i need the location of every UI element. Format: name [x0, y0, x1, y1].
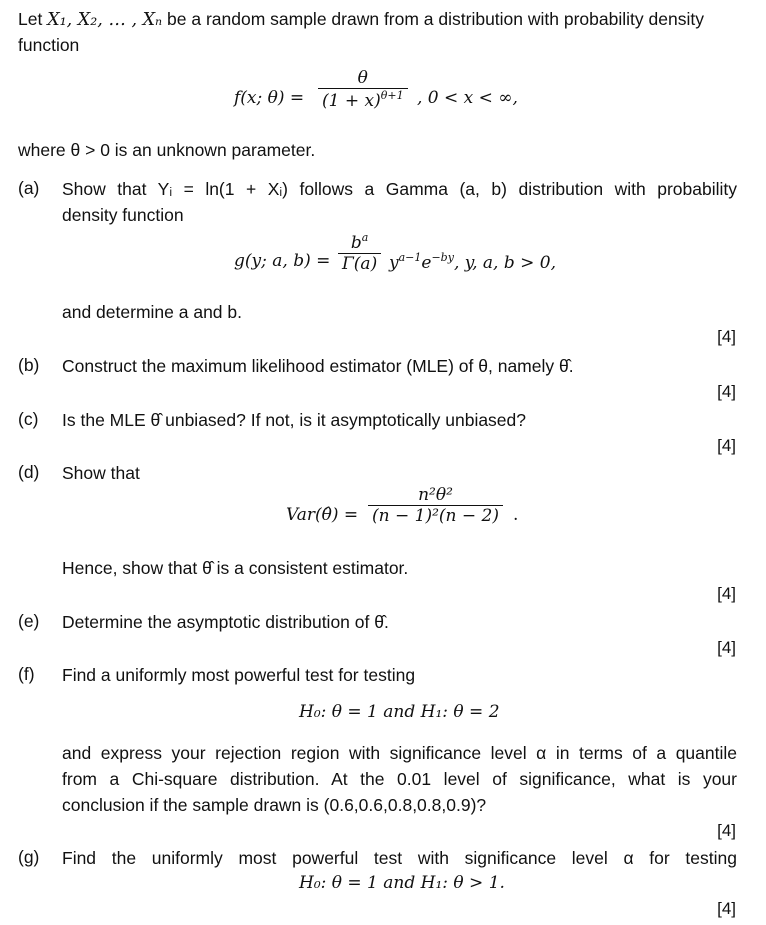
variance-numerator: n²θ² — [418, 485, 453, 505]
part-g-hypotheses: H₀: θ = 1 and H₁: θ > 1. — [299, 873, 505, 893]
part-d-label: (d) — [18, 462, 40, 482]
part-f-marks: [4] — [717, 821, 736, 840]
gamma-lhs: g(y; a, b) = — [234, 251, 331, 271]
part-g-line-1: Find the uniformly most powerful test with significance level α for testing — [62, 848, 737, 868]
part-f-line-2: from a Chi-square distribution. At the 0.01 level of significance, what is your — [62, 769, 737, 789]
part-f-line-3: conclusion if the sample drawn is (0.6,0.6,0.8,0.8,0.9)? — [62, 795, 487, 815]
part-g-marks: [4] — [717, 899, 736, 918]
gamma-fraction — [338, 231, 381, 274]
part-f-label: (f) — [18, 664, 35, 684]
pdf-denominator: (1 + x) — [322, 91, 381, 111]
gamma-numerator: b — [350, 233, 362, 253]
part-d-hence: Hence, show that θ̂ is a consistent estimator. — [62, 558, 409, 578]
part-g-label: (g) — [18, 847, 40, 867]
pdf-fraction — [318, 68, 408, 111]
part-b-label: (b) — [18, 355, 40, 375]
intro-text-a: Let — [18, 9, 48, 29]
intro-line-1 — [18, 8, 704, 31]
intro-line-2: function — [18, 35, 80, 55]
gamma-rest: $y^{a-1}e^{-by}$, y, a, b > 0, — [389, 251, 556, 273]
part-b-text: Construct the maximum likelihood estimator (MLE) of θ, namely θ̂. — [62, 356, 574, 376]
part-f-hypotheses: H₀: θ = 1 and H₁: θ = 2 — [299, 702, 500, 722]
gamma-denominator: Γ(a) — [338, 253, 381, 274]
variance-fraction — [368, 485, 503, 526]
variance-lhs: Var(θ̂) = — [286, 505, 359, 525]
pdf-range: , 0 < x < ∞, — [417, 88, 518, 108]
part-e-label: (e) — [18, 611, 40, 631]
part-d-marks: [4] — [717, 584, 736, 603]
variance-end: . — [513, 505, 519, 525]
part-a-line-2: density function — [62, 205, 184, 225]
part-e-marks: [4] — [717, 638, 736, 657]
where-line: where θ > 0 is an unknown parameter. — [18, 140, 316, 160]
part-c-marks: [4] — [717, 436, 736, 455]
gamma-numerator-exp: a — [361, 231, 369, 244]
pdf-numerator: θ — [357, 68, 368, 88]
sample-notation: X₁, X₂, … , Xₙ — [47, 10, 163, 30]
part-f-text: Find a uniformly most powerful test for testing — [62, 665, 416, 685]
part-a-marks: [4] — [717, 327, 736, 346]
part-f-line-1: and express your rejection region with significance level α in terms of a quantile — [62, 743, 737, 763]
part-d-text: Show that — [62, 463, 140, 483]
part-c-text: Is the MLE θ̂ unbiased? If not, is it asymptotically unbiased? — [62, 410, 527, 430]
pdf-lhs: f(x; θ) = — [234, 88, 305, 108]
pdf-exponent: θ+1 — [380, 89, 404, 102]
part-e-text: Determine the asymptotic distribution of θ̂. — [62, 612, 389, 632]
part-a-line-1: Show that Yᵢ = ln(1 + Xᵢ) follows a Gamma (a, b) distribution with probability — [62, 179, 737, 199]
part-a-determine: and determine a and b. — [62, 302, 242, 322]
intro-text-b: be a random sample drawn from a distribution with probability density — [162, 9, 704, 29]
part-b-marks: [4] — [717, 382, 736, 401]
variance-denominator: (n − 1)²(n − 2) — [368, 505, 503, 526]
part-c-label: (c) — [18, 409, 39, 429]
part-a-label: (a) — [18, 178, 40, 198]
